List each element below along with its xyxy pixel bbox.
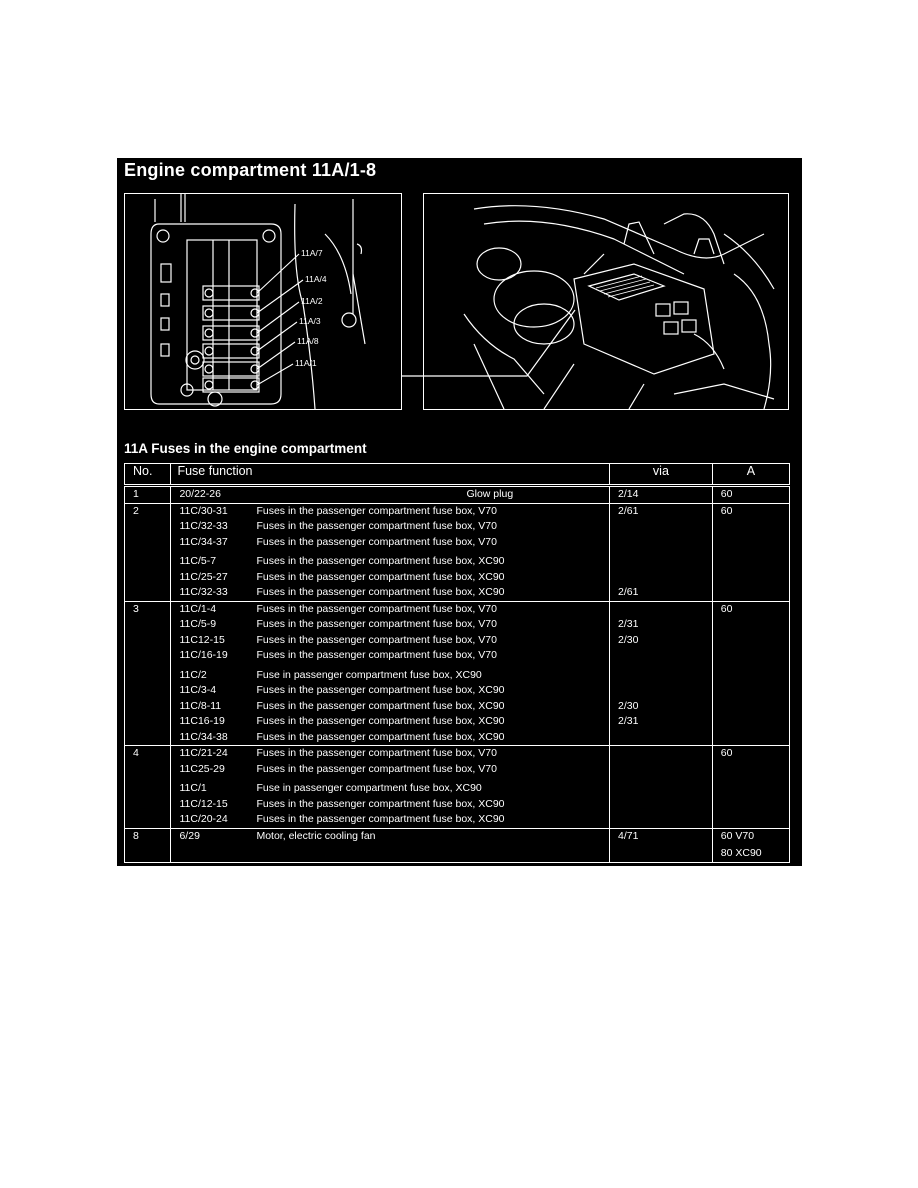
via-cell xyxy=(610,486,713,504)
via-value: 2/14 xyxy=(618,488,639,500)
amperage-cell xyxy=(712,486,789,504)
amperage-value: 60 xyxy=(720,747,733,759)
fuse-reference: 11C/21-24 xyxy=(179,747,228,759)
fuse-reference: 11C/3-4 xyxy=(179,684,217,696)
fuse-function-line xyxy=(179,633,609,649)
via-value xyxy=(618,781,712,797)
fuse-function-line xyxy=(179,519,609,535)
fuse-description: Fuses in the passenger compartment fuse box, V70 xyxy=(256,762,497,775)
via-cell xyxy=(610,601,713,746)
via-value xyxy=(618,668,712,684)
callout-label-4: 11A/3 xyxy=(299,316,321,326)
via-value xyxy=(618,602,712,618)
fuse-function-cell xyxy=(171,828,610,862)
fuse-reference: 11C/1-4 xyxy=(179,602,217,615)
fuse-function-cell xyxy=(171,601,610,746)
amperage-value: 60 V70 xyxy=(720,829,755,842)
table-row xyxy=(125,828,790,862)
amperage-cell xyxy=(712,746,789,829)
engine-bay-drawing xyxy=(424,194,788,409)
fuse-description: Fuses in the passenger compartment fuse box, V70 xyxy=(256,520,497,532)
fuse-function-line xyxy=(179,648,609,664)
table-header-row xyxy=(125,464,790,486)
fuse-function-line xyxy=(179,699,609,715)
fuse-description: Fuse in passenger compartment fuse box, XC90 xyxy=(256,782,482,794)
fuse-reference: 20/22-26 xyxy=(179,488,221,500)
fuse-function-line xyxy=(179,535,609,551)
fuse-description: Fuse in passenger compartment fuse box, XC90 xyxy=(256,668,482,681)
fuse-description: Glow plug xyxy=(466,488,514,500)
via-value: 2/61 xyxy=(618,504,639,517)
header-no: No. xyxy=(125,464,171,486)
table-row xyxy=(125,746,790,829)
fuse-box-closeup-illustration xyxy=(124,193,402,410)
fuse-description: Fuses in the passenger compartment fuse box, XC90 xyxy=(256,797,505,810)
amperage-cell xyxy=(712,828,789,862)
fuse-function-line xyxy=(179,504,609,520)
fuse-description: Fuses in the passenger compartment fuse box, V70 xyxy=(256,602,497,615)
fuse-reference: 11C/16-19 xyxy=(179,649,228,661)
callout-label-2: 11A/4 xyxy=(305,274,327,284)
fuse-function-line xyxy=(179,668,609,684)
fuse-function-line xyxy=(179,487,609,503)
via-cell xyxy=(610,828,713,862)
via-value xyxy=(618,762,712,778)
fuse-description: Motor, electric cooling fan xyxy=(256,829,376,842)
via-value: 2/31 xyxy=(618,715,639,727)
fuse-description: Fuses in the passenger compartment fuse box, V70 xyxy=(256,618,497,630)
fuse-function-line xyxy=(179,812,609,828)
callout-label-1: 11A/7 xyxy=(301,248,323,258)
fuse-function-line xyxy=(179,683,609,699)
via-value: 2/30 xyxy=(618,699,639,712)
fuse-description: Fuses in the passenger compartment fuse box, XC90 xyxy=(256,715,505,727)
via-value xyxy=(618,812,712,828)
via-value: 2/61 xyxy=(618,586,639,598)
fuse-function-line xyxy=(179,554,609,570)
fuse-reference: 11C/32-33 xyxy=(179,586,228,598)
fuse-function-line xyxy=(179,714,609,730)
fuse-reference: 11C12-15 xyxy=(179,633,225,646)
via-cell xyxy=(610,746,713,829)
fuse-number: 3 xyxy=(125,601,171,746)
table-row xyxy=(125,503,790,601)
fuse-function-line xyxy=(179,781,609,797)
amperage-value: 80 XC90 xyxy=(720,847,762,859)
fuse-description: Fuses in the passenger compartment fuse box, V70 xyxy=(256,649,497,661)
fuse-reference: 6/29 xyxy=(179,829,200,842)
fuse-function-line xyxy=(179,762,609,778)
callout-label-5: 11A/8 xyxy=(297,336,319,346)
fuse-reference: 11C25-29 xyxy=(179,762,225,775)
amperage-cell xyxy=(712,503,789,601)
header-via: via xyxy=(610,464,713,486)
fuse-reference: 11C/2 xyxy=(179,668,207,681)
fuse-function-line xyxy=(179,602,609,618)
amperage-value: 60 xyxy=(720,488,733,500)
via-value xyxy=(618,535,712,551)
fuse-number: 8 xyxy=(125,828,171,862)
fuse-description: Fuses in the passenger compartment fuse box, XC90 xyxy=(256,555,505,567)
panel-title: Engine compartment 11A/1-8 xyxy=(124,160,377,180)
via-value xyxy=(618,683,712,699)
via-value xyxy=(618,648,712,664)
fuse-description: Fuses in the passenger compartment fuse box, V70 xyxy=(256,535,497,548)
callout-label-3: 11A/2 xyxy=(301,296,323,306)
table-row xyxy=(125,486,790,504)
fuse-reference: 11C/34-38 xyxy=(179,730,228,743)
amperage-value: 60 xyxy=(720,602,733,615)
callout-label-6: 11A/1 xyxy=(295,358,317,368)
fuse-description: Fuses in the passenger compartment fuse box, XC90 xyxy=(256,586,505,598)
fuse-description: Fuses in the passenger compartment fuse box, XC90 xyxy=(256,813,505,825)
via-value: 2/30 xyxy=(618,633,639,646)
fuse-function-line xyxy=(179,829,609,845)
fuse-function-cell xyxy=(171,746,610,829)
via-value xyxy=(618,730,712,746)
fuse-function-line xyxy=(179,730,609,746)
fuse-reference: 11C/5-7 xyxy=(179,555,217,567)
fuse-table xyxy=(124,463,790,863)
section-title: 11A Fuses in the engine compartment xyxy=(124,441,367,456)
fuse-function-line xyxy=(179,797,609,813)
fuse-description: Fuses in the passenger compartment fuse box, V70 xyxy=(256,504,497,517)
fuse-reference: 11C/30-31 xyxy=(179,504,228,517)
via-value xyxy=(618,746,712,762)
fuse-description: Fuses in the passenger compartment fuse box, XC90 xyxy=(256,684,505,696)
table-row xyxy=(125,601,790,746)
fuse-reference: 11C/5-9 xyxy=(179,618,217,630)
fuse-reference: 11C/12-15 xyxy=(179,797,228,810)
amperage-value: 60 xyxy=(720,504,733,517)
fuse-reference: 11C/20-24 xyxy=(179,813,228,825)
fuse-function-line xyxy=(179,746,609,762)
engine-bay-location-illustration xyxy=(423,193,789,410)
fuse-reference: 11C16-19 xyxy=(179,715,225,727)
via-value xyxy=(618,519,712,535)
fuse-function-cell xyxy=(171,503,610,601)
via-value xyxy=(618,797,712,813)
via-value xyxy=(618,554,712,570)
fuse-function-line xyxy=(179,570,609,586)
via-value xyxy=(618,570,712,586)
amperage-cell xyxy=(712,601,789,746)
fuse-table-body xyxy=(125,486,790,863)
fuse-reference: 11C/34-37 xyxy=(179,535,228,548)
header-amperage: A xyxy=(712,464,789,486)
fuse-description: Fuses in the passenger compartment fuse box, XC90 xyxy=(256,730,505,743)
fuse-description: Fuses in the passenger compartment fuse box, XC90 xyxy=(256,570,505,583)
fuse-number: 1 xyxy=(125,486,171,504)
fuse-number: 2 xyxy=(125,503,171,601)
via-value: 2/31 xyxy=(618,618,639,630)
header-fuse-function: Fuse function xyxy=(171,464,610,486)
fuse-description: Fuses in the passenger compartment fuse box, V70 xyxy=(256,633,497,646)
fuse-function-line xyxy=(179,617,609,633)
fuse-description: Fuses in the passenger compartment fuse box, XC90 xyxy=(256,699,505,712)
fuse-function-line xyxy=(179,585,609,601)
fuse-reference: 11C/8-11 xyxy=(179,699,222,712)
fuse-function-cell xyxy=(171,486,610,504)
via-value: 4/71 xyxy=(618,829,639,842)
fuse-box-closeup-drawing xyxy=(125,194,401,409)
fuse-description: Fuses in the passenger compartment fuse box, V70 xyxy=(256,747,497,759)
via-cell xyxy=(610,503,713,601)
fuse-diagram-panel xyxy=(117,158,802,866)
fuse-number: 4 xyxy=(125,746,171,829)
fuse-reference: 11C/25-27 xyxy=(179,570,228,583)
fuse-reference: 11C/1 xyxy=(179,782,207,794)
fuse-reference: 11C/32-33 xyxy=(179,520,228,532)
